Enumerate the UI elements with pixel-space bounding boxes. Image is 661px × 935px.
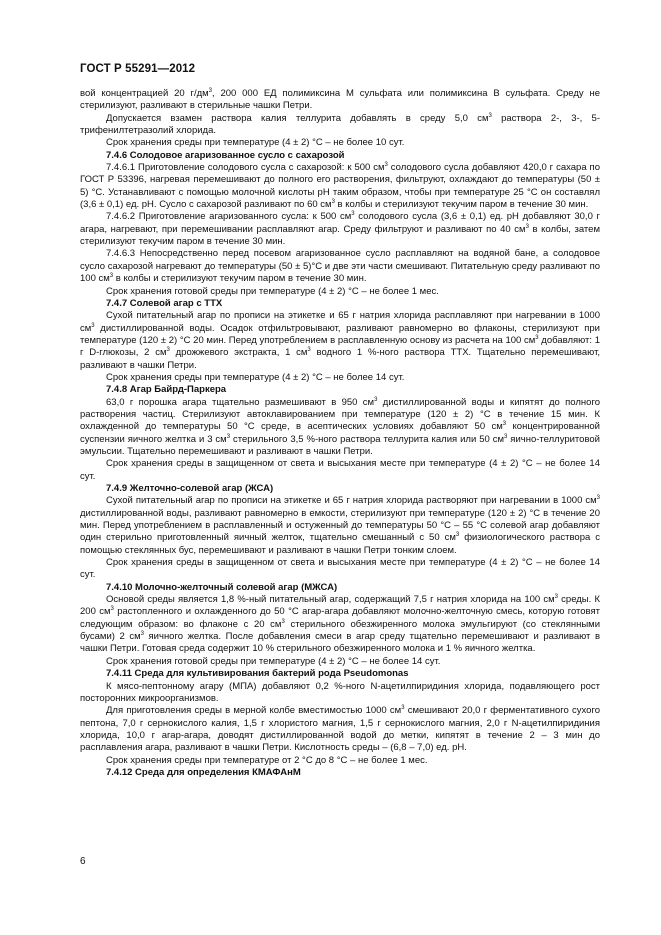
paragraph: Срок хранения среды при температуре (4 ± 2) °С – не более 10 сут.: [106, 137, 405, 149]
paragraph: Срок хранения среды в защищенном от света и высыхания месте при температуре (4 ± 2) °С – не более 14 сут.: [80, 458, 600, 482]
document-header: ГОСТ Р 55291—2012: [80, 63, 196, 75]
paragraph: Срок хранения готовой среды при температуре (4 ± 2) °С – не более 1 мес.: [106, 285, 439, 297]
section-heading: 7.4.12 Среда для определения КМАФАнМ: [106, 766, 301, 778]
page-number: 6: [80, 856, 86, 867]
paragraph: Срок хранения готовой среды при температуре (4 ± 2) °С – не более 14 сут.: [106, 655, 441, 667]
paragraph: вой концентрацией 20 $г/дм^3$, 200 000 ЕД полимиксина М сульфата или полимиксина В сульфата. Среду не стерилизуют, разливают в стерильные чашки Петри.: [80, 88, 601, 112]
section-heading: 7.4.6 Солодовое агаризованное сусло с сахарозой: [106, 149, 345, 161]
paragraph: Основой среды является 1,8 %-ный питательный агар, содержащий 7,5 г натрия хлорида на 100 $см^3$ среды. К 200 $см^3$ растопленного и охлажденного до 50 °С агар-агара добавляют молочно-желточную смесь, которую готовят следующим образом: во флаконе с 20 $см^3$ стерильного обезжиренного молока эмульгируют (со стеклянными бусами) 2 $см^3$ яичного желтка. После добавления смеси в агар среду тщательно перемешивают и разливают в чашки Петри. Готовая среда содержит 10 % стерильного обезжиренного молока и 1 % яичного желтка.: [80, 594, 600, 655]
paragraph: 7.4.6.3 Непосредственно перед посевом агаризованное сусло расплавляют на водяной бане, а солодовое сусло сахарозой нагревают до температуры (50 ± 5)°С и две эти части смешивают. Питательную среду разливают по 100 $см^3$ в колбы и стерилизуют текучим паром в течение 30 мин.: [80, 248, 600, 285]
paragraph: К мясо-пептонному агару (МПА) добавляют 0,2 %-ного N-ацетилпиридиния хлорида, подавляющего рост посторонних микроорганизмов.: [80, 680, 600, 704]
section-heading: 7.4.11 Среда для культивирования бактерий рода Pseudomonas: [106, 668, 409, 680]
paragraph: 7.4.6.2 Приготовление агаризованного сусла: к 500 $см^3$ солодового сусла (3,6 ± 0,1) ед. рН добавляют 30,0 г агара, нагревают, при перемешивании расплавляют агар. Среду фильтруют и разливают по 40 $см^3$ в колбы, затем стерилизуют текучим паром в течение 30 мин.: [80, 211, 600, 248]
paragraph: Сухой питательный агар по прописи на этикетке и 65 г натрия хлорида растворяют при нагревании в 1000 $см^3$ дистиллированной воды, разливают равномерно в емкости, стерилизуют при температуре (120 ± 2) °С в течение 20 мин. Перед употреблением в расплавленный и остуженный до температуры 50 °С – 55 °С солевой агар добавляют один стерильно приготовленный яичный желток, тщательно смешанный с 50 $см^3$ физиологического раствора с помощью стеклянных бус, перемешивают и разливают в чашки Петри тонким слоем.: [80, 495, 600, 556]
paragraph: 63,0 г порошка агара тщательно размешивают в 950 $см^3$ дистиллированной воды и кипятят до полного растворения частиц. Стерилизуют автоклавированием при температуре (120 ± 2) °С в течение 15 мин. К охлажденной до температуры 50 °С среде, в асептических условиях добавляют 50 $см^3$ концентрированной суспензии яичного желтка и 3 $см^3$ стерильного 3,5 %-ного раствора теллурита калия или 50 $см^3$ яично-теллуритовой эмульсии. Тщательно перемешивают и разливают в чашки Петри.: [80, 396, 600, 457]
paragraph: Допускается взамен раствора калия теллурита добавлять в среду 5,0 $см^3$ раствора 2-, 3-, 5-трифенилтетразолий хлорида.: [80, 112, 601, 137]
paragraph: Срок хранения среды при температуре от 2 °С до 8 °С – не более 1 мес.: [106, 754, 428, 766]
paragraph: Срок хранения среды при температуре (4 ± 2) °С – не более 14 сут.: [106, 371, 405, 383]
section-heading: 7.4.10 Молочно-желточный солевой агар (МЖСА): [106, 581, 338, 593]
section-heading: 7.4.8 Агар Байрд-Паркера: [106, 384, 227, 396]
section-heading: 7.4.7 Солевой агар с ТТХ: [106, 297, 223, 309]
document-body: [80, 88, 600, 779]
paragraph: 7.4.6.1 Приготовление солодового сусла с сахарозой: к 500 $см^3$ солодового сусла добавляют 420,0 г сахара по ГОСТ Р 53396, нагревая перемешивают до полного его растворения, фильтруют, охлаждают до температуры (50 ± 5) °С. Устанавливают с помощью молочной кислоты рН таким образом, чтобы при температуре 25 °С он составлял (3,6 ± 0,1) ед. рН. Сусло с сахарозой разливают по 60 $см^3$ в колбы и стерилизуют текучим паром в течение 30 мин.: [80, 162, 600, 211]
section-heading: 7.4.9 Желточно-солевой агар (ЖСА): [106, 483, 274, 494]
paragraph: Срок хранения среды в защищенном от света и высыхания месте при температуре (4 ± 2) °С – не более 14 сут.: [80, 557, 600, 581]
paragraph: Сухой питательный агар по прописи на этикетке и 65 г натрия хлорида расплавляют при нагревании в 1000 $см^3$ дистиллированной воды. Осадок отфильтровывают, разливают равномерно во флаконы, стерилизуют при температуре (120 ± 2) °С 20 мин. Перед употреблением в расплавленную основу из расчета на 100 $см^3$ добавляют: 1 г D-глюкозы, 2 $см^3$ дрожжевого экстракта, 1 $см^3$ водного 1 %-ного раствора ТТХ. Тщательно перемешивают, разливают в чашки Петри.: [80, 310, 601, 371]
paragraph: Для приготовления среды в мерной колбе вместимостью 1000 $см^3$ смешивают 20,0 г ферментативного сухого пептона, 7,0 г сернокислого калия, 1,5 г хлористого магния, 1,5 г сернокислого магния, 2,0 г N-ацетилпиридиния хлорида, 10,0 г агар-агара, доводят дистиллированной водой до метки, кипятят в течение 2 – 3 мин до расплавления агара, разливают в чашки Петри. Кислотность среды – (6,8 – 7,0) ед. рН.: [80, 705, 600, 754]
